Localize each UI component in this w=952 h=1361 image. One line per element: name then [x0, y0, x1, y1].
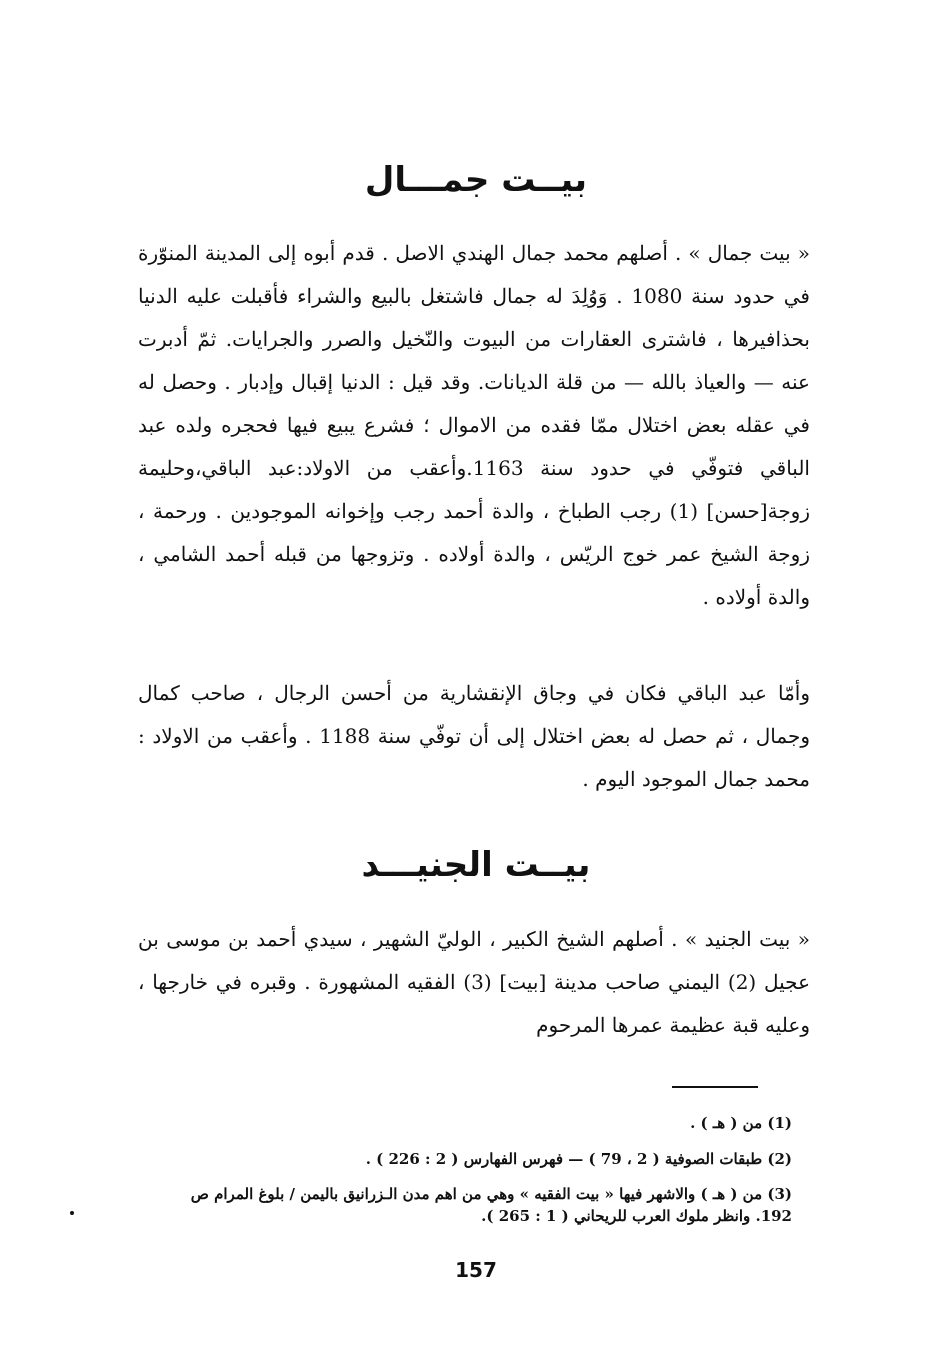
- section-heading-bayt-jamal: بيــت جمـــال: [364, 160, 588, 200]
- footnote-3: (3) من ( هـ ) والاشهر فيها « بيت الفقيه » وهي من اهم مدن الـزرانيق باليمن / بلوغ المرام ص 192. وانظر ملوك العرب للريحاني ( 1 : 265 ).: [190, 1185, 792, 1225]
- footnote-1: (1) من ( هـ ) .: [690, 1114, 792, 1132]
- footnote-separator: [672, 1086, 758, 1088]
- page-number: 157: [455, 1258, 497, 1282]
- paragraph-bayt-jamal: « بيت جمال » . أصلهم محمد جمال الهندي الاصل . قدم أبوه إلى المدينة المنوّرة في حدود سنة 1080 . وَوُلِدَ له جمال فاشتغل بالبيع والشراء فأقبلت عليه الدنيا بحذافيرها ، فاشترى العقارات من البيوت والنّخيل والصرر والجرايات. ثمّ أدبرت عنه — والعياذ بالله — من قلة الديانات. وقد قيل : الدنيا إقبال وإدبار . وحصل له في عقله بعض اختلال ممّا فقده من الاموال ؛ فشرع يبيع فيها فحجره ولده عبد الباقي فتوفّي في حدود سنة 1163.وأعقب من الاولاد:عبد الباقي،وحليمة زوجة[حسن] (1) رجب الطباخ ، والدة أحمد رجب وإخوانه الموجودين . ورحمة ، زوجة الشيخ عمر خوج الريّس ، والدة أولاده . وتزوجها من قبله أحمد الشامي ، والدة أولاده .: [138, 241, 811, 609]
- paragraph-bayt-al-junaid: « بيت الجنيد » . أصلهم الشيخ الكبير ، الوليّ الشهير ، سيدي أحمد بن موسى بن عجيل (2) اليمني صاحب مدينة [بيت] (3) الفقيه المشهورة . وقبره في خارجها ، وعليه قبة عظيمة عمرها المرحوم: [138, 927, 811, 1037]
- scan-speck: [70, 1211, 74, 1215]
- section-heading-bayt-al-junaid: بيــت الجنيـــد: [361, 845, 591, 885]
- footnote-2: (2) طبقات الصوفية ( 2 ، 79 ) — فهرس الفهارس ( 2 : 226 ) .: [365, 1150, 792, 1168]
- paragraph-abd-al-baqi: وأمّا عبد الباقي فكان في وجاق الإنقشارية من أحسن الرجال ، صاحب كمال وجمال ، ثم حصل له بعض اختلال إلى أن توفّي سنة 1188 . وأعقب من الاولاد : محمد جمال الموجود اليوم .: [138, 681, 810, 791]
